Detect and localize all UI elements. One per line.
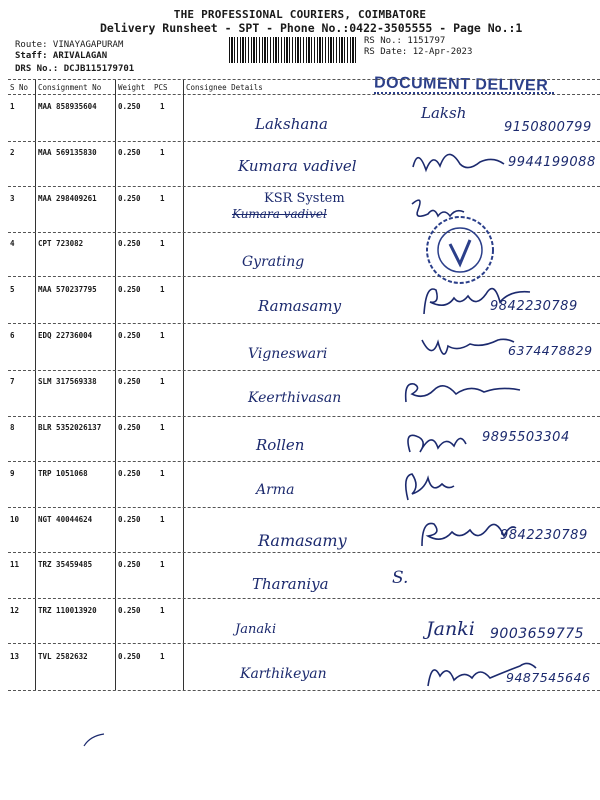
row-weight: 0.250 (118, 469, 141, 478)
row-sno: 4 (10, 239, 15, 248)
row-rule (8, 643, 600, 644)
rs-date: RS Date: 12-Apr-2023 (364, 47, 473, 57)
row-weight: 0.250 (118, 652, 141, 661)
row-weight: 0.250 (118, 606, 141, 615)
row-weight: 0.250 (118, 423, 141, 432)
consignee-name: Karthikeyan (240, 666, 327, 682)
row-consignment: TRP 1051068 (38, 469, 88, 478)
signature-scribble (402, 422, 472, 462)
row-rule (8, 552, 600, 553)
row-consignment: EDQ 22736004 (38, 331, 93, 340)
row-weight: 0.250 (118, 148, 141, 157)
row-sno: 6 (10, 331, 15, 340)
phone-number: 6374478829 (508, 343, 593, 358)
row-sno: 5 (10, 285, 15, 294)
row-rule (8, 507, 600, 508)
consignee-name: Gyrating (242, 254, 305, 270)
row-rule (8, 232, 600, 233)
row-pcs: 1 (160, 560, 165, 569)
consignee-name: Keerthivasan (248, 390, 342, 406)
row-weight: 0.250 (118, 377, 141, 386)
consignee-name: Lakshana (255, 115, 328, 133)
row-pcs: 1 (160, 606, 165, 615)
row-rule (8, 416, 600, 417)
row-rule (8, 461, 600, 462)
row-weight: 0.250 (118, 285, 141, 294)
row-weight: 0.250 (118, 515, 141, 524)
row-rule (8, 276, 600, 277)
row-pcs: 1 (160, 148, 165, 157)
row-pcs: 1 (160, 285, 165, 294)
row-sno: 12 (10, 606, 20, 615)
row-consignment: TVL 2582632 (38, 652, 88, 661)
consignee-name: Janaki (235, 622, 277, 637)
consignee-name: Vigneswari (248, 346, 328, 362)
row-sno: 8 (10, 423, 15, 432)
row-sno: 10 (10, 515, 20, 524)
consignee-name: Rollen (256, 436, 305, 454)
row-sno: 9 (10, 469, 15, 478)
row-weight: 0.250 (118, 194, 141, 203)
signature-scribble (418, 330, 518, 366)
row-sno: 1 (10, 102, 15, 111)
staff-label: Staff: ARIVALAGAN (15, 51, 108, 61)
company-seal-stamp (424, 214, 496, 286)
row-pcs: 1 (160, 515, 165, 524)
drs-number: DRS No.: DCJB115179701 (15, 64, 135, 74)
row-sno: 7 (10, 377, 15, 386)
row-pcs: 1 (160, 377, 165, 386)
col-sno: S No (10, 83, 29, 92)
col-consignee: Consignee Details (186, 83, 263, 92)
row-consignment: MAA 858935604 (38, 102, 97, 111)
consignee-name: Arma (256, 482, 295, 498)
row-weight: 0.250 (118, 239, 141, 248)
row-rule (8, 323, 600, 324)
phone-number: 9003659775 (490, 626, 585, 642)
row-rule (8, 141, 600, 142)
row-pcs: 1 (160, 652, 165, 661)
signature: Laksh (421, 104, 467, 122)
consignee-name: Ramasamy (258, 297, 342, 315)
col-consignment: Consignment No (38, 83, 102, 92)
row-sno: 11 (10, 560, 20, 569)
signature: S. (392, 568, 409, 588)
phone-number: 9895503304 (482, 430, 570, 445)
row-pcs: 1 (160, 194, 165, 203)
runsheet-title: Delivery Runsheet - SPT - Phone No.:0422-3505555 - Page No.:1 (100, 21, 523, 35)
consignee-name: Tharaniya (252, 575, 329, 593)
row-sno: 2 (10, 148, 15, 157)
barcode (229, 37, 357, 63)
signature-scribble (400, 374, 530, 410)
row-consignment: TRZ 35459485 (38, 560, 93, 569)
row-consignment: BLR 5352026137 (38, 423, 102, 432)
table-header-rule (8, 94, 600, 95)
signature-scribble (408, 142, 508, 182)
row-pcs: 1 (160, 469, 165, 478)
row-weight: 0.250 (118, 560, 141, 569)
phone-number: 9487545646 (506, 670, 591, 685)
row-pcs: 1 (160, 102, 165, 111)
row-consignment: MAA 569135830 (38, 148, 97, 157)
row-consignment: NGT 40044624 (38, 515, 93, 524)
row-rule (8, 598, 600, 599)
row-consignment: MAA 298409261 (38, 194, 97, 203)
phone-number: 9842230789 (500, 528, 588, 543)
row-weight: 0.250 (118, 331, 141, 340)
row-consignment: TRZ 110013920 (38, 606, 97, 615)
route-label: Route: VINAYAGAPURAM (15, 40, 124, 50)
consignee-name-struck: Kumara vadivel (232, 207, 327, 221)
consignee-name: Ramasamy (258, 531, 347, 550)
table-header (8, 80, 600, 94)
row-sno: 3 (10, 194, 15, 203)
row-consignment: MAA 570237795 (38, 285, 97, 294)
row-sno: 13 (10, 652, 20, 661)
row-pcs: 1 (160, 239, 165, 248)
col-pcs: PCS (154, 83, 168, 92)
signature: Janki (426, 618, 475, 640)
row-consignment: CPT 723082 (38, 239, 84, 248)
row-rule (8, 186, 600, 187)
company-title: THE PROFESSIONAL COURIERS, COIMBATORE (173, 8, 427, 21)
consignee-name: Kumara vadivel (238, 157, 357, 175)
stray-pen-mark (80, 730, 110, 750)
row-pcs: 1 (160, 423, 165, 432)
rs-number: RS No.: 1151797 (364, 36, 446, 46)
row-rule (8, 370, 600, 371)
row-weight: 0.250 (118, 102, 141, 111)
document-delivered-stamp: DOCUMENT DELIVER (373, 74, 549, 95)
phone-number: 9150800799 (504, 120, 592, 135)
col-weight: Weight (118, 83, 146, 92)
consignee-name: KSR System (264, 191, 345, 206)
phone-number: 9944199088 (508, 155, 596, 170)
signature-scribble (398, 466, 458, 506)
row-consignment: SLM 317569338 (38, 377, 97, 386)
row-pcs: 1 (160, 331, 165, 340)
phone-number: 9842230789 (490, 299, 578, 314)
